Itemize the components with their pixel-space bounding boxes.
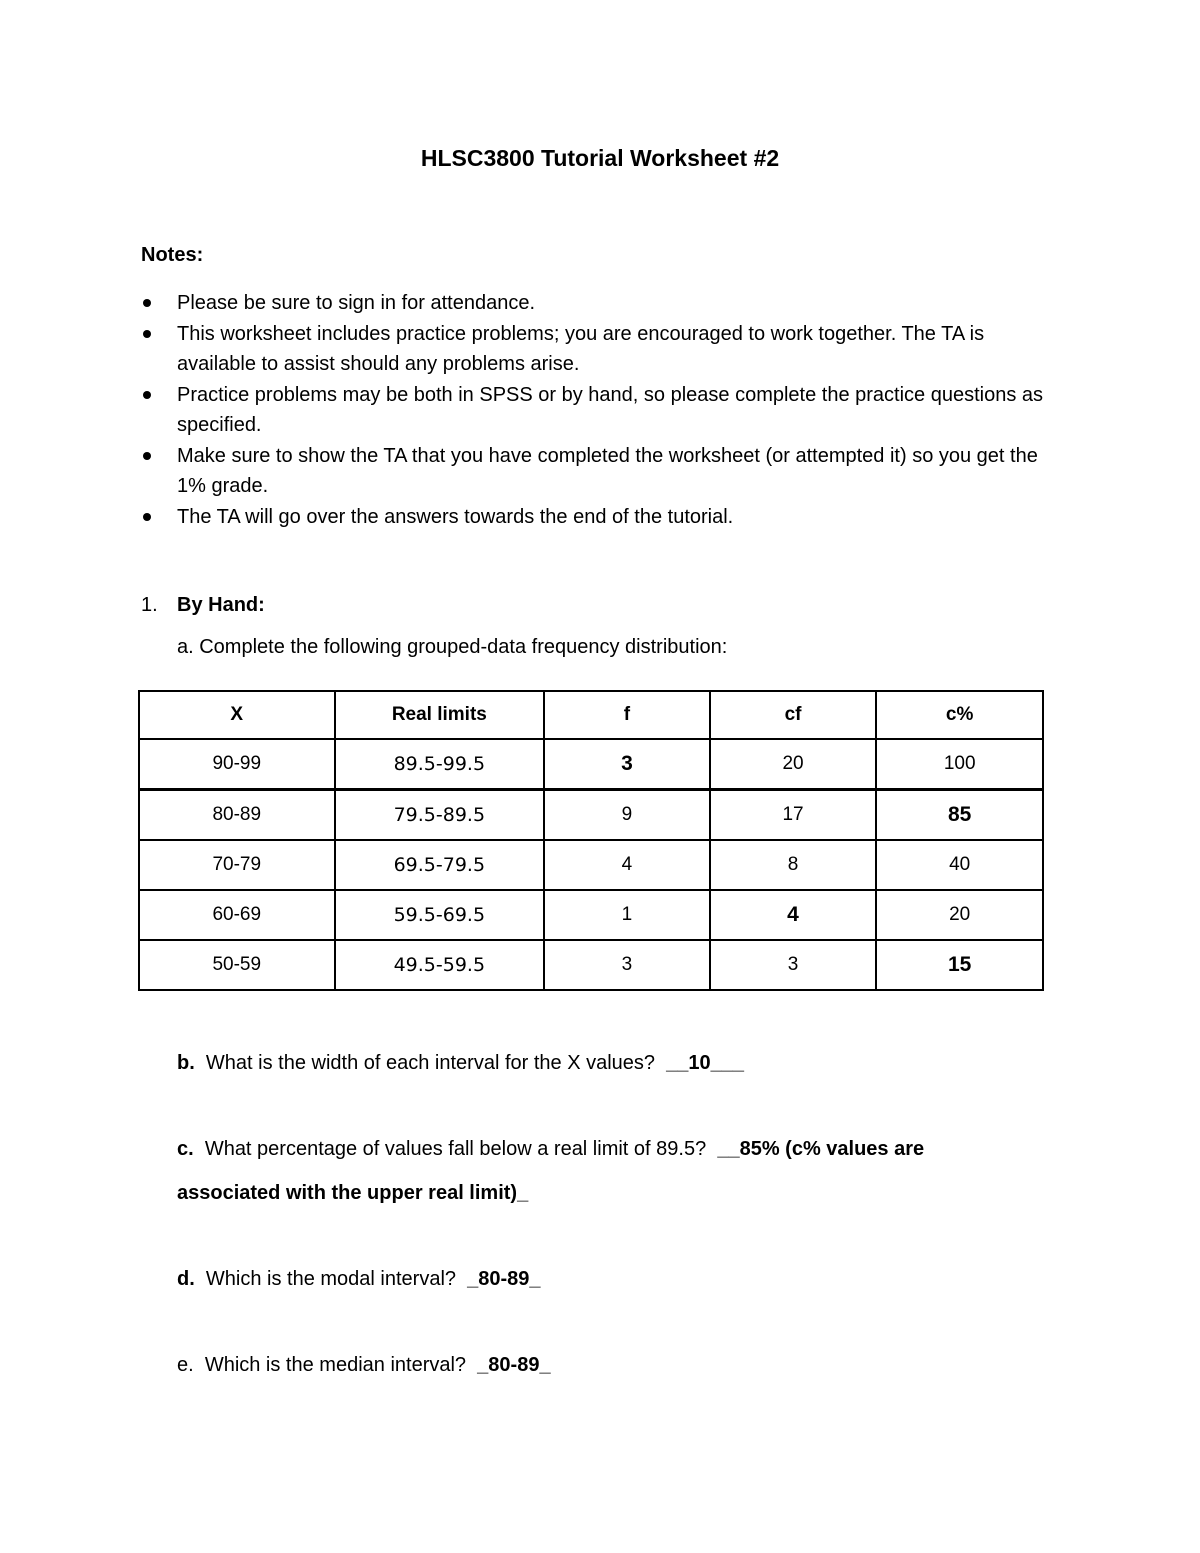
list-item	[141, 319, 1061, 380]
answer-text-continued: associated with the upper real limit)_	[177, 1182, 529, 1204]
question-letter: e.	[177, 1354, 194, 1376]
cell-f: 9	[544, 790, 710, 841]
answer-text: _80-89_	[477, 1354, 551, 1376]
note-text: Practice problems may be both in SPSS or by hand, so please complete the practice questions as specified.	[177, 383, 1044, 436]
notes-heading: Notes:	[141, 244, 204, 266]
column-header-f: f	[544, 691, 710, 739]
bullet-icon	[143, 391, 151, 399]
question-part-a: a. Complete the following grouped-data frequency distribution:	[177, 636, 728, 658]
note-text: The TA will go over the answers towards the end of the tutorial.	[177, 505, 734, 528]
cell-f: 1	[544, 890, 710, 940]
question-text: What is the width of each interval for the X values?	[205, 1052, 656, 1074]
note-text: Please be sure to sign in for attendance.	[177, 292, 536, 314]
cell-x: 80-89	[139, 790, 335, 841]
question-c	[177, 1138, 924, 1161]
list-item	[141, 441, 1061, 502]
question-letter: c.	[177, 1138, 194, 1160]
bullet-icon	[143, 513, 151, 521]
list-item	[141, 288, 1061, 319]
question-d	[177, 1268, 541, 1291]
cell-cf: 4	[710, 890, 877, 940]
question-e	[177, 1354, 551, 1377]
question-b	[177, 1052, 744, 1075]
cell-cpercent: 100	[876, 739, 1043, 790]
column-header-real-limits: Real limits	[335, 691, 545, 739]
cell-real-limits: 79.5-89.5	[335, 790, 545, 841]
bullet-icon	[143, 452, 151, 460]
question-text: What percentage of values fall below a real limit of 89.5?	[204, 1138, 707, 1160]
list-item	[141, 502, 1061, 533]
notes-list	[141, 288, 1061, 532]
cell-x: 70-79	[139, 840, 335, 890]
question-letter: b.	[177, 1052, 195, 1074]
column-header-cpercent: c%	[876, 691, 1043, 739]
cell-x: 50-59	[139, 940, 335, 990]
cell-real-limits: 49.5-59.5	[335, 940, 545, 990]
question-letter: d.	[177, 1268, 195, 1290]
cell-cpercent: 40	[876, 840, 1043, 890]
cell-f: 4	[544, 840, 710, 890]
column-header-x: X	[139, 691, 335, 739]
cell-cf: 8	[710, 840, 877, 890]
frequency-table	[138, 690, 1044, 991]
question-1-heading	[141, 594, 265, 617]
list-item	[141, 380, 1061, 441]
cell-cpercent: 85	[876, 790, 1043, 841]
question-text: Which is the modal interval?	[205, 1268, 457, 1290]
cell-cf: 3	[710, 940, 877, 990]
table-row	[139, 739, 1043, 790]
page-title: HLSC3800 Tutorial Worksheet #2	[420, 145, 780, 171]
cell-cf: 20	[710, 739, 877, 790]
cell-x: 60-69	[139, 890, 335, 940]
bullet-icon	[143, 330, 151, 338]
table-row	[139, 940, 1043, 990]
table-row	[139, 890, 1043, 940]
question-label: By Hand:	[177, 594, 265, 616]
note-text: This worksheet includes practice problems; you are encouraged to work together. The TA is available to assist should any problems arise.	[177, 322, 985, 375]
table-row	[139, 840, 1043, 890]
cell-f: 3	[544, 940, 710, 990]
table-row	[139, 790, 1043, 841]
answer-text: __10___	[666, 1052, 745, 1074]
note-text: Make sure to show the TA that you have completed the worksheet (or attempted it) so you get the 1% grade.	[177, 444, 1038, 497]
cell-cpercent: 20	[876, 890, 1043, 940]
cell-real-limits: 59.5-69.5	[335, 890, 545, 940]
cell-cf: 17	[710, 790, 877, 841]
cell-real-limits: 69.5-79.5	[335, 840, 545, 890]
question-text: Which is the median interval?	[204, 1354, 467, 1376]
cell-real-limits: 89.5-99.5	[335, 739, 545, 790]
answer-text: _80-89_	[467, 1268, 541, 1290]
cell-f: 3	[544, 739, 710, 790]
bullet-icon	[143, 299, 151, 307]
column-header-cf: cf	[710, 691, 877, 739]
table-header-row	[139, 691, 1043, 739]
question-c-continuation	[177, 1182, 528, 1205]
answer-text: __85% (c% values are	[717, 1138, 925, 1160]
question-number: 1.	[141, 594, 158, 616]
cell-x: 90-99	[139, 739, 335, 790]
cell-cpercent: 15	[876, 940, 1043, 990]
